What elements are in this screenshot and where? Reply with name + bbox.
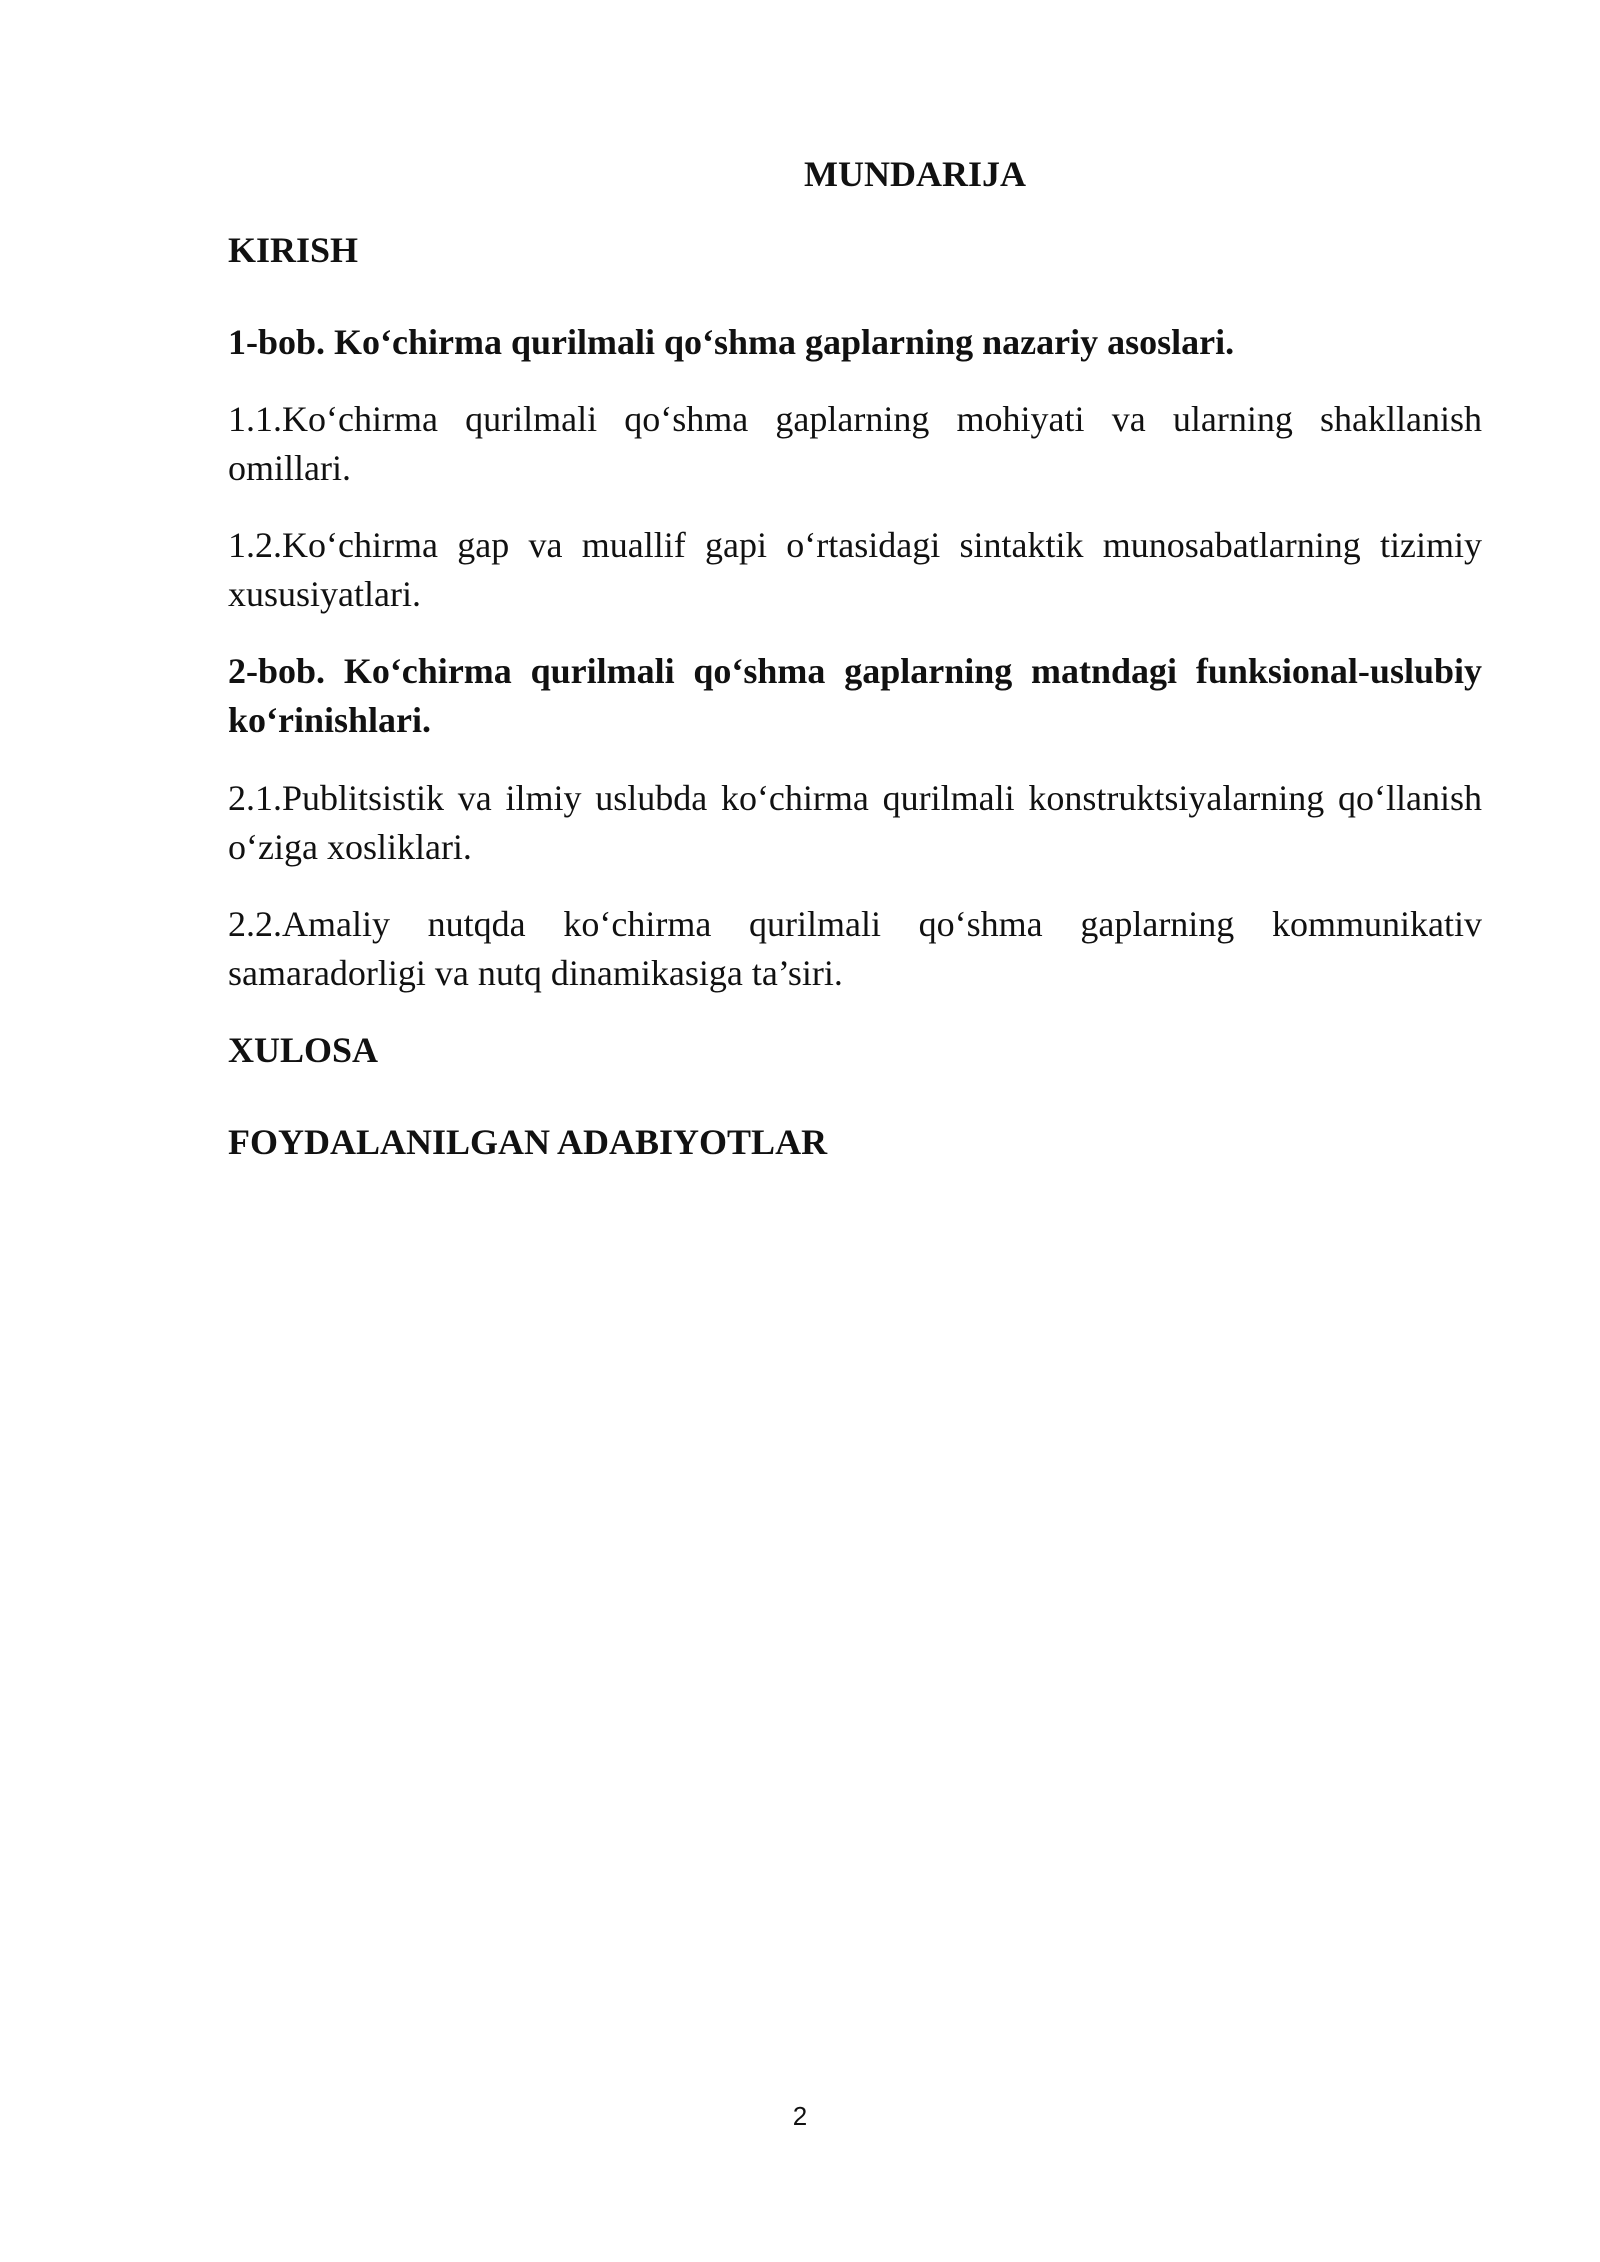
page-number: 2 xyxy=(792,2101,808,2131)
toc-chapter-2-heading: 2-bob. Ko‘chirma qurilmali qo‘shma gaplarning matndagi funksional-uslubiy ko‘rinishlari. xyxy=(228,651,1482,740)
toc-chapter-1-heading: 1-bob. Ko‘chirma qurilmali qo‘shma gaplarning nazariy asoslari. xyxy=(228,322,1235,362)
toc-entry-references: FOYDALANILGAN ADABIYOTLAR xyxy=(228,1122,828,1162)
toc-section-1-1: 1.1.Ko‘chirma qurilmali qo‘shma gaplarning mohiyati va ularning shakllanish omillari. xyxy=(228,399,1482,488)
toc-entry-introduction: KIRISH xyxy=(228,230,359,270)
toc-section-2-2: 2.2.Amaliy nutqda ko‘chirma qurilmali qo‘shma gaplarning kommunikativ samaradorligi va nutq dinamikasiga ta’siri. xyxy=(228,904,1482,993)
toc-section-1-2: 1.2.Ko‘chirma gap va muallif gapi o‘rtasidagi sintaktik munosabatlarning tizimiy xususiyatlari. xyxy=(228,525,1482,614)
toc-entry-conclusion: XULOSA xyxy=(228,1030,379,1070)
page-title: MUNDARIJA xyxy=(804,154,1026,194)
toc-section-2-1: 2.1.Publitsistik va ilmiy uslubda ko‘chirma qurilmali konstruktsiyalarning qo‘llanish o‘ziga xosliklari. xyxy=(228,778,1482,867)
